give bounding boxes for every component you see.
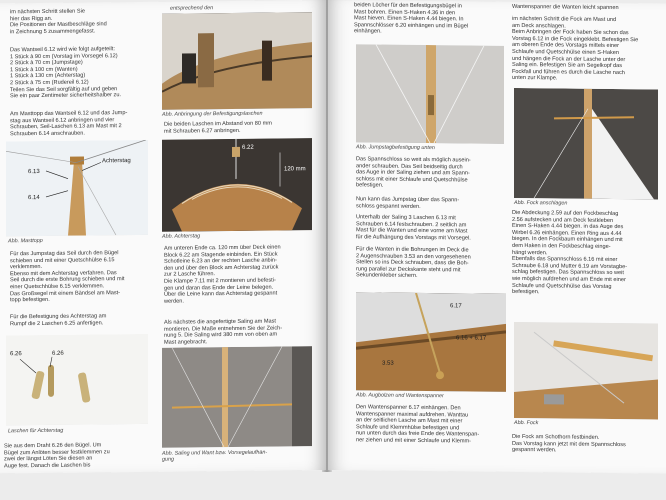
caption-fock: Abb. Fock — [514, 419, 539, 427]
text-masttopp: Am Masttopp das Wantseil 6.12 und das Jump- stag aus Wantseil 6.12 anbringen und vier Schrauben, Seil-Laschen 6.13 am Mast mit 2 Schrauben 6.14 anschrauben. — [10, 110, 128, 138]
photo-augbolzen — [356, 292, 506, 392]
text-augenschrauben: Für die Wanten in die Bohrungen im Deck die 2 Augenschrauben 3.53 an den vorgesehenen Stellen so ins Deck schrauben, dass die Boh- rung parallel zur Deckskante steht und mit Sekundenkleber sichern. — [356, 246, 471, 280]
label-achterstag: Achterstag — [102, 158, 131, 165]
text-abdeckung-fockbeschlag: Die Abdeckung 2.59 auf den Fockbeschlag 2.56 aufstecken und am Deck festkleben Einen S-Haken 4.44 biegen. in das Auge des Wirbel 6.26 einhängen. Einen Ring aus 4.44 biegen. In den Fockbaum einhängen und mit dem Haken in den Fockbeschlag einge- hängt werden. Ebenfalls das Spannschloss 6.16 mit einer Schraube 6.18 und Mutter 6.19 am Vorstagbe- schlag befestigen. Das Spannschloss so weit wie möglich aufdrehen und am Ende mit einer Schlaufe und Quetschhülse das Vorstag befestigen. — [512, 209, 628, 296]
label-6-16-6-17: 6.16 + 6.17 — [456, 335, 487, 342]
text-wanten-spannen: Wantenspanner die Wanten leicht spannen — [512, 3, 619, 12]
text-intro-rigg: im nächsten Schritt stellen Sie hier das Rigg an. Die Positionen der Mastbeschläge sind in Zeichnung 5 zusammengefasst. — [10, 8, 107, 36]
caption-jumpstagbefestigung: Abb. Jumpstagbefestigung unten — [356, 144, 435, 152]
text-spannschloss: Das Spannschloss so weit als möglich ausein- ander schrauben. Das Seil beidseitig durch das Auge in der Saling ziehen und am Spann- schloss mit einer Schlaufe und Quetschhülse befestigen. — [356, 156, 471, 189]
label-120mm: 120 mm — [284, 166, 306, 173]
right-page — [328, 0, 666, 474]
text-wantenspanner: Den Wantenspanner 6.17 einhängen. Den Wantenspanner maximal aufdrehen. Wanttau an der seitlichen Lasche am Mast mit einer Schlaufe und Klemmhülse befestigen und nun unten durch das freie Ende des Wantenspan- ner ziehen und mit einer Schlaufe und Klemm- — [356, 404, 480, 445]
fock-illustration — [514, 322, 658, 420]
jumpstagbefestigung-illustration — [356, 44, 504, 144]
text-fock-anschlagen: im nächsten Schritt die Fock am Mast und am Deck anschlagen. Beim Anbringen der Fock haben Sie schon das Vorstag 6.12 in die Fock eingeklebt. Befestigen Sie am oberen Ende des Vorstags mittels einer Schlaufe und Quetschhülse einen S-Haken und hängen die Fock an der Lasche unter der Saling ein. Befestigen Sie am Segelkopf das Fockfall und führen es durch die Lasche nach unten zur Klampe. — [512, 15, 639, 82]
saling-want-illustration — [162, 346, 312, 448]
label-3-53: 3.53 — [382, 360, 394, 367]
text-buegel-loeten: Sie aus dem Draht 6.26 den Bügel. Um Bügel zum Anlöten besser festklemmen zu zwei der längst Löten Sie diesen an Auge fest. Danach die Laschen bis — [4, 442, 110, 470]
label-6-14: 6.14 — [28, 194, 40, 202]
achterstag-illustration — [162, 138, 312, 232]
text-befestigungsbuegel: beiden Löcher für den Befestigungsbügel in Mast bohren. Einen S-Haken 4.36 in den Mast hieven. Einen S-Haken 4.44 biegen. In Spannschlösser 6.20 einhängen und im Bügel einhängen. — [354, 2, 469, 35]
photo-laschen — [6, 334, 148, 425]
caption-saling-want: Abb. Saling und Want bzw. Vorsegelaufhän- gung — [162, 449, 268, 463]
befestigungslaschen-illustration — [162, 12, 312, 110]
text-wantseil-aufteilung: Das Wantseil 6.12 wird wie folgt aufgeteilt: 1 Stück à 90 cm (Vorstag im Vorsegel 6.12) 2 Stück à 70 cm (Jumpstage) 1 Stück à 100 cm (Wanten) 1 Stück à 130 cm (Achterstag) 2 Stück à 75 cm (Rudereil 6.12) Teilen Sie das Seil sorgfältig auf und geben Sie ein paar Zentimeter sicherheitshalber zu. — [10, 46, 121, 100]
masttopp-illustration — [6, 140, 148, 236]
photo-saling-want — [162, 346, 312, 448]
augbolzen-illustration — [356, 292, 506, 392]
left-page — [0, 0, 326, 473]
photo-fock-anschlagen — [514, 88, 658, 200]
text-laschen-saling: Unterhalb der Saling 3 Laschen 6.13 mit Schrauben 6.14 festschrauben. 2 seitlich am Mast für die Wanten und eine vorne am Mast für die Aufhängung des Vorstags mit Vorsegel. — [356, 214, 471, 242]
label-6-13: 6.13 — [28, 168, 40, 176]
text-jumpstag: Für das Jumpstag das Seil durch den Bügel schieben und mit einer Quetschhülse 6.15 verklemmen. Ebenso mit dem Achterstag verfahren. Das Seil durch die erste Bohrung schieben und mit einer Quetschhülse 6.15 verklemmen. Das Großsegel mit einem Bändsel am Mast- topp befestigen. — [10, 250, 125, 304]
photo-achterstag — [162, 138, 312, 232]
text-laschen-abstand: Die beiden Laschen im Abstand von 80 mm mit Schrauben 6.27 anbringen. — [164, 120, 272, 135]
label-6-17: 6.17 — [450, 303, 462, 310]
photo-befestigungslaschen — [162, 12, 312, 110]
text-laschen-anfertigen: Für die Befestigung des Achterstag am Rumpf die 2 Laschen 6.25 anfertigen. — [10, 313, 107, 327]
caption-fock-anschlagen: Abb. Fock anschlagen — [514, 199, 568, 207]
photo-fock — [514, 322, 658, 420]
caption-achterstag: Abb. Achterstag — [162, 233, 201, 240]
text-saling-montieren: Als nächstes die angefertigte Saling am Mast montieren. Die Maße entnehmen Sie der Zeich- nung 5. Die Saling wird 380 mm von oben am Mast angebracht. — [164, 318, 283, 346]
fock-anschlagen-illustration — [514, 88, 658, 200]
label-6-26-a: 6.26 — [10, 351, 22, 358]
laschen-illustration — [6, 334, 148, 425]
photo-masttopp — [6, 140, 148, 236]
caption-masttopp: Abb. Masttopp — [8, 237, 43, 245]
photo-jumpstagbefestigung — [356, 44, 504, 144]
text-jumpstag-spannen: Nun kann das Jumpstag über das Spann- schloss gespannt werden. — [356, 196, 460, 210]
label-6-26-b: 6.26 — [52, 350, 64, 357]
caption-befestigungslaschen: Abb. Anbringung der Befestigungslaschen — [162, 110, 263, 118]
text-block-schotleine: Am unteren Ende ca. 120 mm über Deck einen Block 6.22 am Stagende einbinden. Ein Stück Schotleine 6.23 an der rechten Lasche anbin- den und über den Block am Achterstag zurück zur 2 Lasche führen. Die Klampe 7.11 mit 2 montieren und befesti- gen und daran das Ende der Leine belegen. Über die Leine kann das Achterstag gespannt werden. — [164, 244, 281, 305]
caption-top-fragment: entsprechend den — [170, 5, 214, 12]
caption-laschen: Laschen für Achterstag — [8, 427, 64, 435]
text-schothorn: Die Fock am Schothorn festbinden. Das Vorstag kann jetzt mit dem Spannschloss gespannt werden. — [512, 433, 626, 454]
caption-augbolzen: Abb. Augbolzen und Wantenspanner — [356, 392, 444, 400]
label-6-22: 6.22 — [242, 144, 254, 151]
